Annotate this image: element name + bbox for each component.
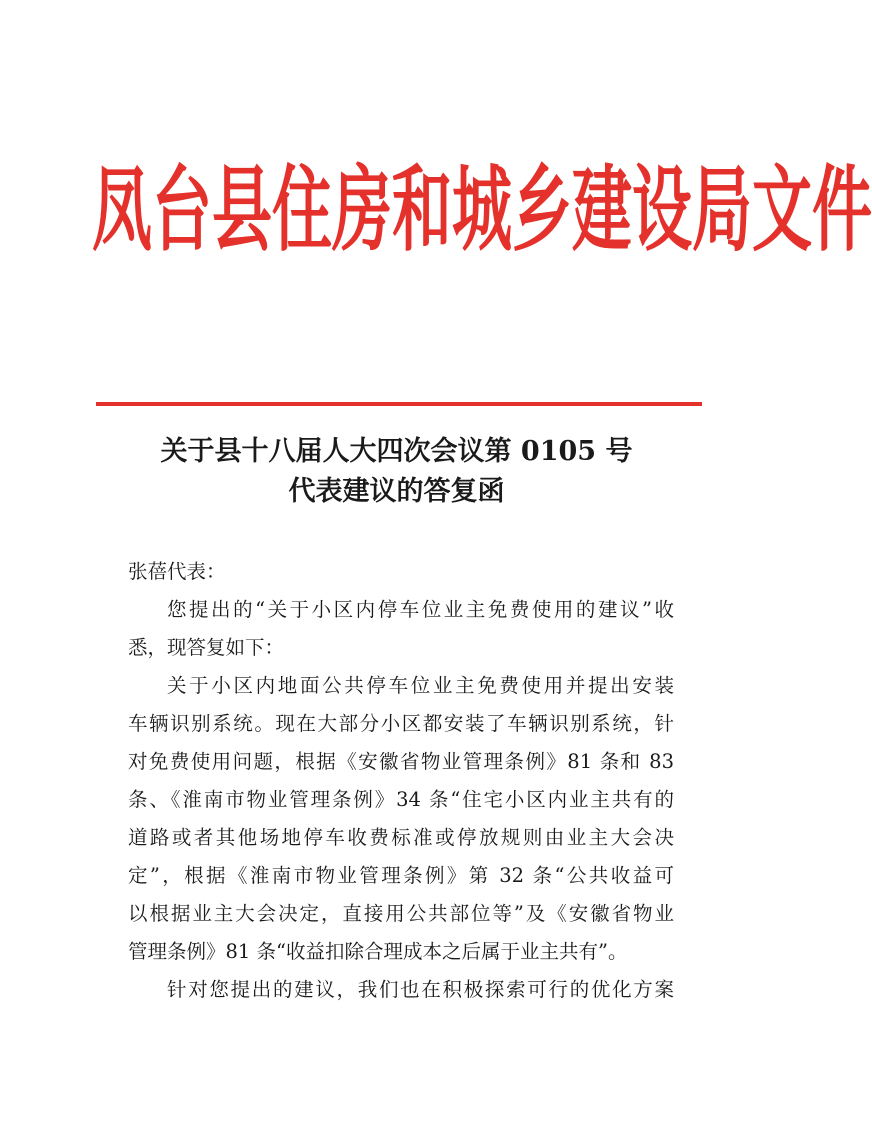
masthead-char: 局 bbox=[692, 156, 752, 266]
masthead-char: 凤 bbox=[92, 156, 152, 266]
paragraph-line: 悉，现答复如下： bbox=[128, 636, 285, 659]
document-masthead bbox=[92, 152, 872, 270]
masthead-char: 房 bbox=[332, 156, 392, 266]
masthead-char: 乡 bbox=[512, 156, 572, 266]
masthead-char: 城 bbox=[452, 156, 512, 266]
salutation: 张蓓代表： bbox=[128, 560, 226, 583]
masthead-char: 住 bbox=[272, 156, 332, 266]
red-separator-line bbox=[96, 402, 702, 406]
masthead-char: 件 bbox=[812, 156, 872, 266]
title-line-2: 代表建议的答复函 bbox=[288, 476, 505, 507]
masthead-char: 县 bbox=[212, 156, 272, 266]
paragraph-line: 关于小区内地面公共停车位业主免费使用并提出安装 bbox=[167, 674, 674, 697]
paragraph-line: 您提出的“关于小区内停车位业主免费使用的建议”收 bbox=[167, 598, 674, 621]
paragraph-line: 定”，根据《淮南市物业管理条例》第 32 条“公共收益可 bbox=[128, 864, 674, 887]
masthead-char: 设 bbox=[632, 156, 692, 266]
paragraph-1 bbox=[128, 591, 674, 667]
paragraph-line: 道路或者其他场地停车收费标准或停放规则由业主大会决 bbox=[128, 826, 674, 849]
paragraph-line: 针对您提出的建议，我们也在积极探索可行的优化方案 bbox=[167, 978, 674, 1001]
paragraph-line: 条、《淮南市物业管理条例》34 条“住宅小区内业主共有的 bbox=[128, 788, 674, 811]
paragraph-3 bbox=[128, 971, 674, 1009]
document-body bbox=[128, 553, 674, 1009]
paragraph-line: 车辆识别系统。现在大部分小区都安装了车辆识别系统，针 bbox=[128, 712, 674, 735]
paragraph-line: 对免费使用问题，根据《安徽省物业管理条例》81 条和 83 bbox=[128, 750, 674, 773]
document-title bbox=[0, 432, 793, 512]
masthead-char: 建 bbox=[572, 156, 632, 266]
paragraph-2 bbox=[128, 667, 674, 971]
masthead-char: 文 bbox=[752, 156, 812, 266]
paragraph-line: 管理条例》81 条“收益扣除合理成本之后属于业主共有”。 bbox=[128, 940, 628, 963]
masthead-char: 台 bbox=[152, 156, 212, 266]
title-line-1: 关于县十八届人大四次会议第 0105 号 bbox=[160, 436, 633, 467]
paragraph-line: 以根据业主大会决定，直接用公共部位等”及《安徽省物业 bbox=[128, 902, 674, 925]
masthead-char: 和 bbox=[392, 156, 452, 266]
